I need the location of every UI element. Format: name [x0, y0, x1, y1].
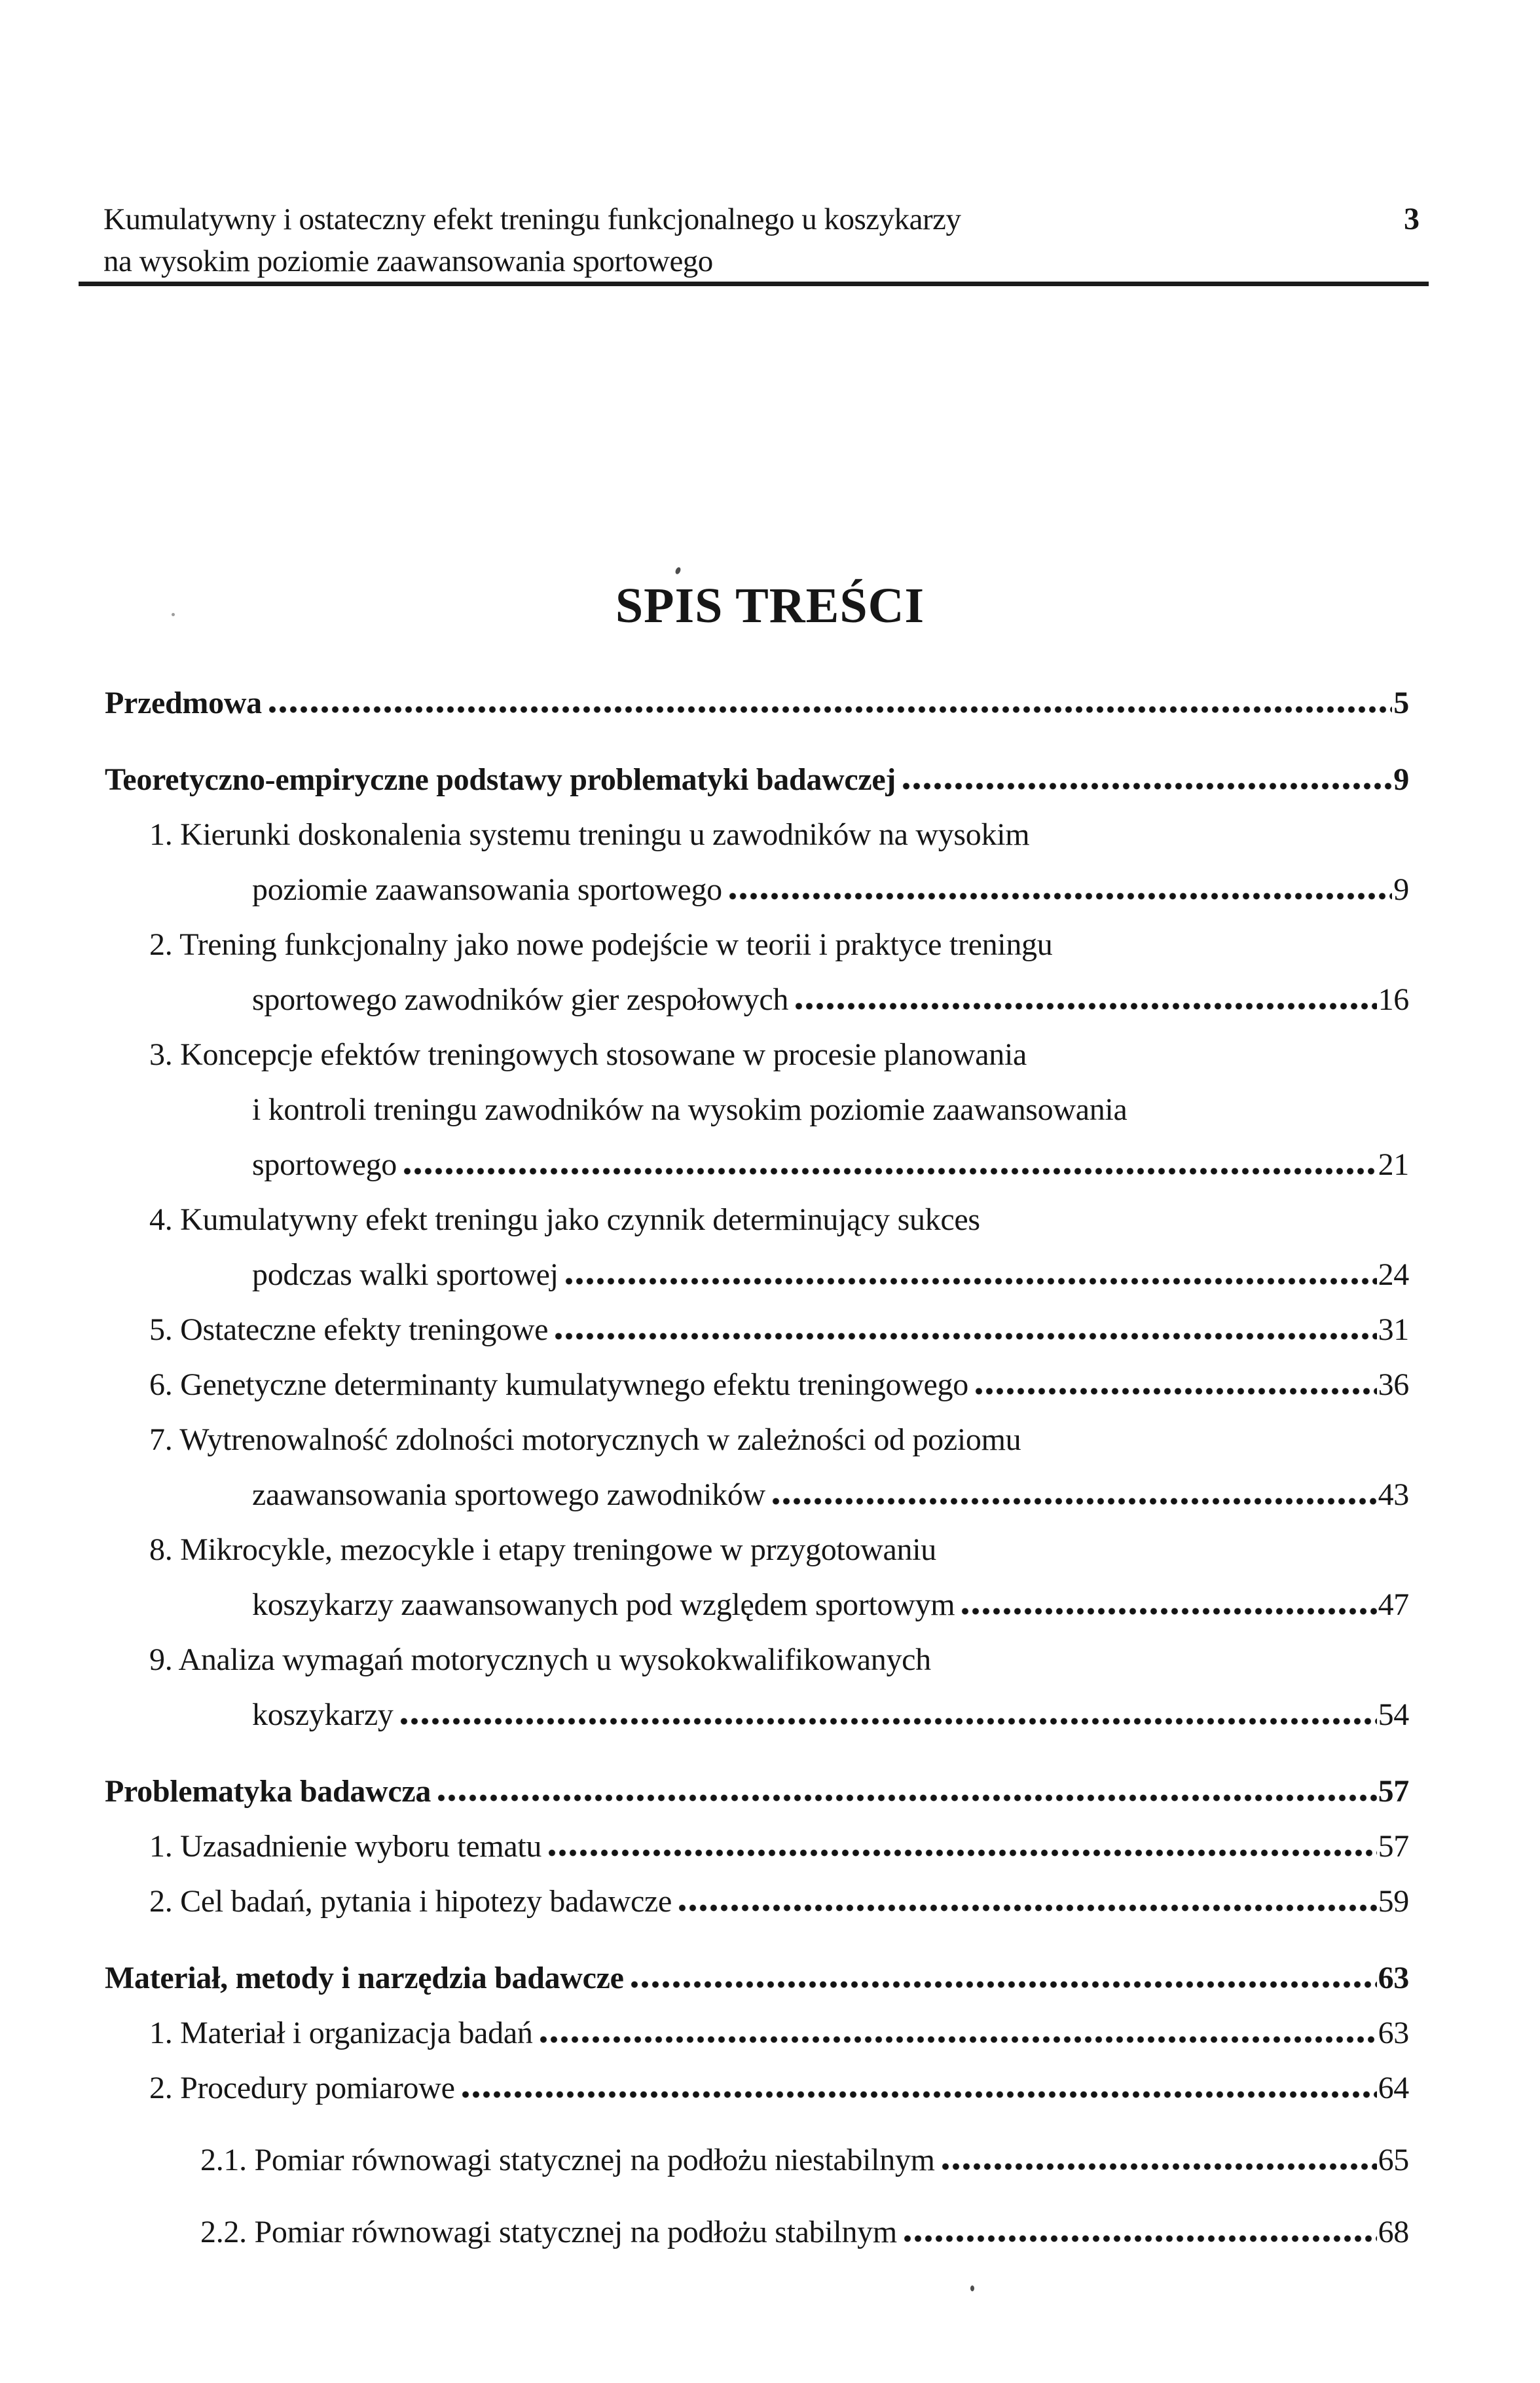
toc-entry — [105, 1523, 1409, 1633]
toc-entry-text: sportowego — [252, 1147, 397, 1182]
toc-row — [105, 676, 1409, 731]
toc — [105, 676, 1409, 2260]
toc-entry-text: 2. Procedury pomiarowe — [149, 2071, 455, 2105]
toc-entry — [105, 1874, 1409, 1929]
toc-entry-text: 6. Genetyczne determinanty kumulatywnego efektu treningowego — [149, 1367, 968, 1402]
toc-entry — [105, 1413, 1409, 1523]
toc-text-line — [105, 1082, 1409, 1137]
toc-entry-text: koszykarzy zaawansowanych pod względem sportowym — [252, 1587, 955, 1622]
toc-row — [105, 1874, 1409, 1929]
toc-entry-text: 2.1. Pomiar równowagi statycznej na podłożu niestabilnym — [200, 2143, 935, 2177]
toc-text-line — [105, 1523, 1409, 1578]
toc-page-number: 63 — [1378, 1961, 1409, 1995]
toc-page-number: 36 — [1378, 1367, 1409, 1402]
page-number: 3 — [1404, 202, 1420, 236]
toc-entry-text: 9. Analiza wymagań motorycznych u wysokokwalifikowanych — [149, 1642, 931, 1677]
toc-page-number: 16 — [1378, 982, 1409, 1017]
toc-row — [105, 1819, 1409, 1874]
toc-entry — [105, 1027, 1409, 1192]
toc-page-number: 9 — [1393, 762, 1409, 797]
dotted-leader — [402, 1168, 1377, 1175]
toc-page-number: 9 — [1393, 872, 1409, 907]
toc-row — [105, 972, 1409, 1027]
toc-text-line — [105, 807, 1409, 862]
toc-page-number: 43 — [1378, 1477, 1409, 1512]
running-header-line1: Kumulatywny i ostateczny efekt treningu funkcjonalnego u koszykarzy — [103, 202, 961, 236]
toc-entry — [105, 1192, 1409, 1302]
scan-speck — [172, 613, 175, 616]
toc-row — [105, 2133, 1409, 2188]
toc-entry — [105, 917, 1409, 1027]
toc-page-number: 5 — [1393, 686, 1409, 720]
toc-entry — [105, 1764, 1409, 1819]
toc-row — [105, 1358, 1409, 1413]
toc-entry — [105, 1633, 1409, 1743]
toc-text-line — [105, 1633, 1409, 1688]
toc-entry-text: 1. Kierunki doskonalenia systemu treningu u zawodników na wysokim — [149, 817, 1030, 852]
toc-row — [105, 1302, 1409, 1358]
toc-page-number: 57 — [1378, 1774, 1409, 1809]
toc-row — [105, 1578, 1409, 1633]
header-rule — [79, 282, 1429, 286]
toc-entry-text: 2. Trening funkcjonalny jako nowe podejście w teorii i praktyce treningu — [149, 927, 1053, 962]
toc-page-number: 21 — [1378, 1147, 1409, 1182]
toc-page-number: 47 — [1378, 1587, 1409, 1622]
toc-page-number: 64 — [1378, 2071, 1409, 2105]
toc-text-line — [105, 1027, 1409, 1082]
toc-row — [105, 2061, 1409, 2116]
toc-entry — [105, 2205, 1409, 2260]
toc-row — [105, 1137, 1409, 1192]
toc-page-number: 65 — [1378, 2143, 1409, 2177]
toc-entry — [105, 1358, 1409, 1413]
dotted-leader — [538, 2036, 1377, 2043]
toc-page-number: 54 — [1378, 1697, 1409, 1732]
dotted-leader — [629, 1981, 1377, 1988]
toc-entry-text: sportowego zawodników gier zespołowych — [252, 982, 789, 1017]
running-header — [103, 198, 1265, 282]
toc-page-number: 57 — [1378, 1829, 1409, 1864]
dotted-leader — [267, 706, 1392, 713]
toc-text-line — [105, 1192, 1409, 1247]
toc-row — [105, 862, 1409, 917]
toc-entry-text: 1. Materiał i organizacja badań — [149, 2016, 533, 2050]
toc-row — [105, 1764, 1409, 1819]
scan-speck — [674, 566, 682, 575]
toc-entry-text: koszykarzy — [252, 1697, 394, 1732]
toc-entry-text: poziomie zaawansowania sportowego — [252, 872, 722, 907]
toc-text-line — [105, 917, 1409, 972]
dotted-leader — [902, 2235, 1377, 2242]
toc-page-number: 24 — [1378, 1257, 1409, 1292]
toc-entry-text: 2.2. Pomiar równowagi statycznej na podłożu stabilnym — [200, 2215, 897, 2249]
toc-row — [105, 1247, 1409, 1302]
toc-page-number: 68 — [1378, 2215, 1409, 2249]
dotted-leader — [460, 2091, 1377, 2098]
toc-entry-text: Problematyka badawcza — [105, 1774, 431, 1809]
toc-entry-text: zaawansowania sportowego zawodników — [252, 1477, 765, 1512]
toc-text-line — [105, 1413, 1409, 1468]
toc-entry — [105, 1819, 1409, 1874]
toc-row — [105, 1951, 1409, 2006]
toc-page-number: 31 — [1378, 1312, 1409, 1347]
toc-entry — [105, 752, 1409, 807]
dotted-leader — [771, 1498, 1377, 1505]
dotted-leader — [901, 783, 1392, 790]
toc-entry-text: 7. Wytrenowalność zdolności motorycznych w zależności od poziomu — [149, 1422, 1021, 1457]
toc-entry — [105, 2133, 1409, 2188]
dotted-leader — [564, 1278, 1377, 1285]
dotted-leader — [727, 893, 1392, 900]
toc-entry-text: i kontroli treningu zawodników na wysokim poziomie zaawansowania — [252, 1092, 1128, 1127]
toc-entry-text: 8. Mikrocykle, mezocykle i etapy treningowe w przygotowaniu — [149, 1532, 936, 1567]
toc-entry — [105, 2006, 1409, 2061]
dotted-leader — [974, 1388, 1377, 1395]
toc-page-number: 59 — [1378, 1884, 1409, 1919]
toc-row — [105, 752, 1409, 807]
dotted-leader — [794, 1003, 1377, 1010]
toc-row — [105, 1468, 1409, 1523]
toc-entry — [105, 807, 1409, 917]
dotted-leader — [553, 1333, 1376, 1340]
toc-entry — [105, 1951, 1409, 2006]
toc-entry — [105, 2061, 1409, 2116]
toc-entry-text: Przedmowa — [105, 686, 262, 720]
toc-entry-text: 3. Koncepcje efektów treningowych stosowane w procesie planowania — [149, 1037, 1027, 1072]
toc-entry — [105, 676, 1409, 731]
toc-entry — [105, 1302, 1409, 1358]
page-title: SPIS TREŚCI — [615, 578, 925, 633]
running-header-line2: na wysokim poziomie zaawansowania sportowego — [103, 244, 713, 278]
dotted-leader — [399, 1718, 1377, 1725]
dotted-leader — [960, 1608, 1376, 1615]
dotted-leader — [547, 1849, 1376, 1857]
toc-entry-text: Materiał, metody i narzędzia badawcze — [105, 1961, 624, 1995]
toc-entry-text: 2. Cel badań, pytania i hipotezy badawcze — [149, 1884, 672, 1919]
toc-entry-text: 1. Uzasadnienie wyboru tematu — [149, 1829, 542, 1864]
toc-page-number: 63 — [1378, 2016, 1409, 2050]
toc-entry-text: 5. Ostateczne efekty treningowe — [149, 1312, 549, 1347]
dotted-leader — [436, 1794, 1376, 1801]
toc-entry-text: 4. Kumulatywny efekt treningu jako czynnik determinujący sukces — [149, 1202, 980, 1237]
dotted-leader — [940, 2163, 1377, 2170]
toc-entry-text: podczas walki sportowej — [252, 1257, 559, 1292]
toc-row — [105, 1688, 1409, 1743]
toc-row — [105, 2205, 1409, 2260]
scan-speck — [970, 2285, 974, 2291]
toc-row — [105, 2006, 1409, 2061]
toc-entry-text: Teoretyczno-empiryczne podstawy problematyki badawczej — [105, 762, 896, 797]
dotted-leader — [677, 1904, 1377, 1912]
